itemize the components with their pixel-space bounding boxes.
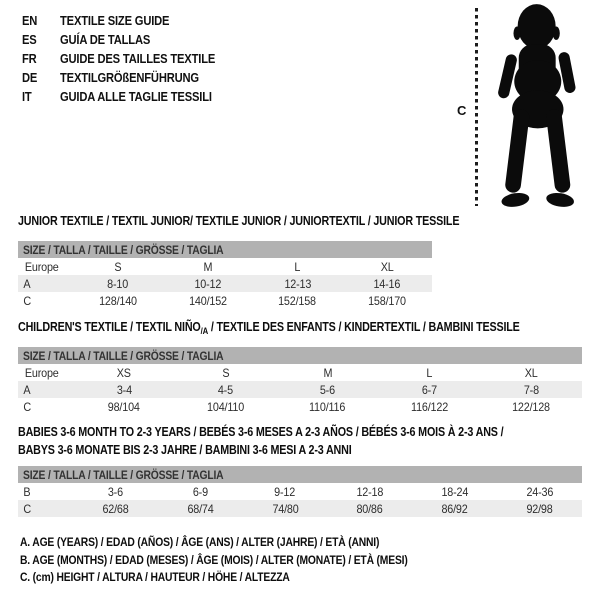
size-value: 6-7 bbox=[421, 382, 437, 397]
size-value: 62/68 bbox=[102, 501, 129, 516]
size-value: 104/110 bbox=[207, 399, 245, 414]
baby-silhouette bbox=[484, 3, 596, 210]
language-title: TEXTILGRÖßENFÜHRUNG bbox=[60, 70, 199, 85]
size-header-text: SIZE / TALLA / TAILLE / GRÖSSE / TAGLIA bbox=[23, 242, 224, 257]
size-header-bar bbox=[18, 347, 582, 364]
size-value: 74/80 bbox=[271, 501, 299, 516]
table-row bbox=[18, 398, 582, 415]
size-value: 86/92 bbox=[441, 501, 468, 516]
size-value: 10-12 bbox=[194, 276, 221, 291]
language-row bbox=[22, 49, 240, 68]
row-label: C bbox=[23, 399, 32, 414]
size-header-bar bbox=[18, 241, 432, 258]
language-row bbox=[22, 30, 240, 49]
babies-table bbox=[18, 466, 582, 517]
table-row bbox=[18, 500, 582, 517]
language-title: GUIDA ALLE TAGLIE TESSILI bbox=[60, 89, 212, 104]
babies-title-line1: BABIES 3-6 MONTH TO 2-3 YEARS / BEBÉS 3-6 MESES A 2-3 AÑOS / BÉBÉS 3-6 MOIS À 2-3 ANS / bbox=[18, 425, 504, 439]
height-measure-dashed-line bbox=[475, 8, 478, 206]
size-value: 5-6 bbox=[319, 382, 336, 397]
size-value: L bbox=[426, 365, 433, 380]
size-value: M bbox=[323, 365, 332, 380]
size-value: 80/86 bbox=[356, 501, 383, 516]
size-header-bar bbox=[18, 466, 582, 483]
size-value: 158/170 bbox=[368, 293, 407, 308]
size-header-text: SIZE / TALLA / TAILLE / GRÖSSE / TAGLIA bbox=[23, 467, 224, 482]
size-value: 122/128 bbox=[512, 399, 550, 414]
size-value: XL bbox=[524, 365, 538, 380]
junior-table-rows bbox=[18, 258, 432, 309]
language-code: FR bbox=[22, 51, 37, 66]
language-row bbox=[22, 87, 240, 106]
size-value: 128/140 bbox=[98, 293, 137, 308]
children-table-title: CHILDREN'S TEXTILE / TEXTIL $NIÑO_{/A}$ / TEXTILE DES ENFANTS / KINDERTEXTIL / BAMBINI TESSILE bbox=[18, 320, 520, 336]
table-row bbox=[18, 364, 582, 381]
size-value: 9-12 bbox=[274, 484, 296, 499]
language-row bbox=[22, 11, 240, 30]
language-title: GUÍA DE TALLAS bbox=[60, 32, 151, 47]
size-value: M bbox=[203, 259, 213, 274]
children-table bbox=[18, 347, 582, 415]
row-label: C bbox=[23, 501, 32, 516]
size-value: 3-4 bbox=[116, 382, 132, 397]
size-value: 7-8 bbox=[523, 382, 539, 397]
size-value: 116/122 bbox=[410, 399, 448, 414]
size-value: XL bbox=[380, 259, 394, 274]
row-label: A bbox=[23, 382, 31, 397]
row-label: B bbox=[23, 484, 31, 499]
size-value: 92/98 bbox=[526, 501, 553, 516]
size-value: 14-16 bbox=[373, 276, 401, 291]
table-row bbox=[18, 292, 432, 309]
size-value: L bbox=[294, 259, 301, 274]
row-label: A bbox=[23, 276, 31, 291]
size-value: S bbox=[222, 365, 230, 380]
babies-title-line2: BABYS 3-6 MONATE BIS 2-3 JAHRE / BAMBINI 3-6 MESI A 2-3 ANNI bbox=[18, 443, 352, 457]
size-value: 110/116 bbox=[309, 399, 346, 414]
footnote-a: A. AGE (YEARS) / EDAD (AÑOS) / ÂGE (ANS) / ALTER (JAHRE) / ETÀ (ANNI) bbox=[20, 535, 380, 549]
junior-table bbox=[18, 241, 432, 309]
row-label: C bbox=[23, 293, 32, 308]
table-row bbox=[18, 275, 432, 292]
babies-table-rows bbox=[18, 483, 582, 517]
table-row bbox=[18, 381, 582, 398]
footnote-b: B. AGE (MONTHS) / EDAD (MESES) / ÂGE (MOIS) / ALTER (MONATE) / ETÀ (MESI) bbox=[20, 552, 408, 567]
size-value: 12-18 bbox=[356, 484, 384, 499]
size-value: XS bbox=[116, 365, 131, 380]
size-value: 24-36 bbox=[526, 484, 553, 499]
size-value: 140/152 bbox=[188, 293, 227, 308]
size-value: 8-10 bbox=[107, 276, 129, 291]
language-title: TEXTILE SIZE GUIDE bbox=[60, 13, 170, 28]
height-label-c: C bbox=[457, 103, 467, 118]
size-value: 3-6 bbox=[107, 484, 123, 499]
language-title: GUIDE DES TAILLES TEXTILE bbox=[60, 51, 216, 66]
size-value: 6-9 bbox=[192, 484, 208, 499]
language-code: ES bbox=[22, 32, 37, 47]
footnote-c: C. (cm) HEIGHT / ALTURA / HAUTEUR / HÖHE / ALTEZZA bbox=[20, 570, 290, 584]
size-value: 68/74 bbox=[187, 501, 214, 516]
row-label: Europe bbox=[24, 259, 59, 274]
size-value: S bbox=[114, 259, 122, 274]
babies-table-title bbox=[18, 423, 582, 459]
table-row bbox=[18, 483, 582, 500]
size-value: 152/158 bbox=[278, 293, 317, 308]
language-code: EN bbox=[22, 13, 38, 28]
size-value: 4-5 bbox=[218, 382, 234, 397]
nino-a-subscript: /A bbox=[200, 326, 209, 336]
size-header-text: SIZE / TALLA / TAILLE / GRÖSSE / TAGLIA bbox=[23, 348, 224, 363]
size-value: 12-13 bbox=[284, 276, 311, 291]
size-value: 18-24 bbox=[441, 484, 469, 499]
language-code: DE bbox=[22, 70, 38, 85]
children-table-rows bbox=[18, 364, 582, 415]
footnotes bbox=[20, 535, 471, 588]
table-row bbox=[18, 258, 432, 275]
language-code: IT bbox=[22, 89, 32, 104]
language-legend bbox=[22, 11, 240, 106]
language-row bbox=[22, 68, 240, 87]
size-value: 98/104 bbox=[107, 399, 140, 414]
row-label: Europe bbox=[24, 365, 59, 380]
junior-table-title: JUNIOR TEXTILE / TEXTIL JUNIOR/ TEXTILE JUNIOR / JUNIORTEXTIL / JUNIOR TESSILE bbox=[18, 214, 460, 228]
